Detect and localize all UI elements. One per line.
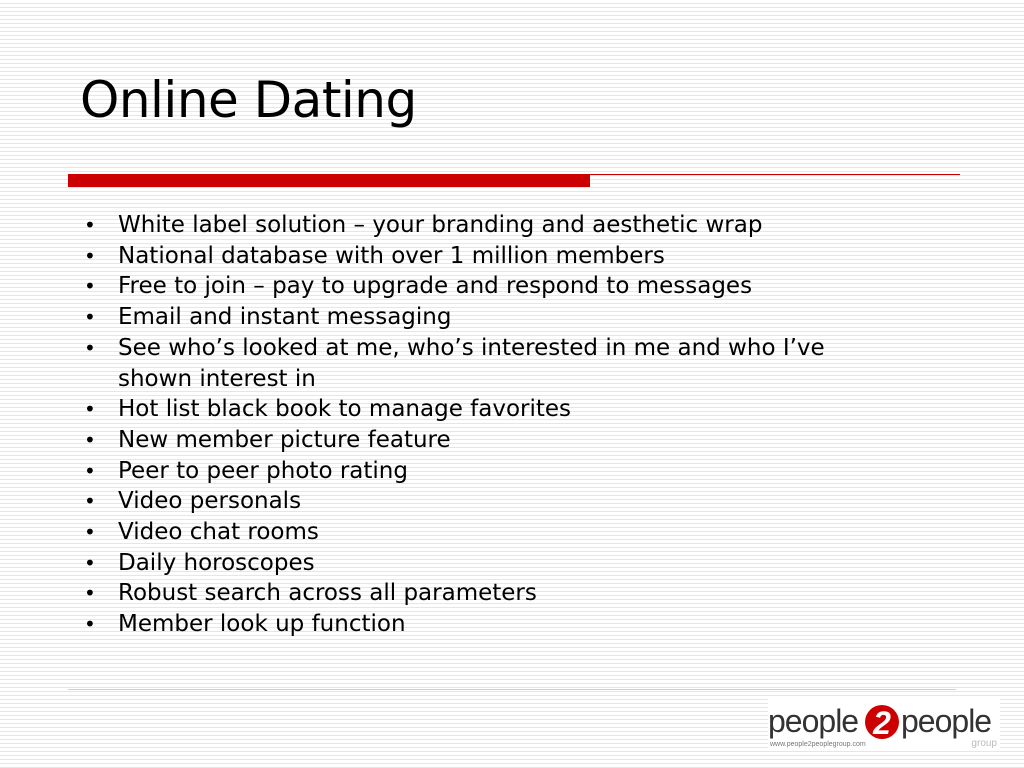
logo-word-left: people	[768, 703, 859, 739]
bullet-icon: •	[84, 305, 96, 330]
bullet-icon: •	[84, 520, 96, 545]
people2people-logo	[768, 698, 1000, 750]
bullet-item	[80, 578, 900, 609]
bullet-text: New member picture feature	[118, 426, 451, 453]
bullet-item	[80, 302, 900, 333]
bullet-icon: •	[84, 335, 96, 360]
bullet-icon: •	[84, 213, 96, 237]
bullet-text: Daily horoscopes	[118, 549, 315, 576]
title-underline-accent	[68, 174, 590, 187]
bullet-text: Hot list black book to manage favorites	[118, 396, 572, 423]
bullet-text: Video chat rooms	[118, 519, 319, 546]
title-underline-thin	[590, 174, 960, 175]
bullet-icon: •	[84, 243, 96, 268]
bullet-item	[80, 394, 900, 425]
bullet-text: See who’s looked at me, who’s interested in me and who I’ve shown interest in	[118, 334, 825, 392]
slide-title: Online Dating	[80, 71, 417, 129]
logo-numeral: 2	[873, 705, 891, 741]
bullet-item	[80, 548, 900, 579]
bullet-text: Free to join – pay to upgrade and respond to messages	[118, 273, 753, 300]
bullet-item	[80, 333, 900, 394]
bullet-text: Email and instant messaging	[118, 304, 452, 331]
bullet-item	[80, 425, 900, 456]
bullet-icon: •	[84, 274, 96, 299]
bullet-icon: •	[84, 397, 96, 422]
bullet-item	[80, 609, 900, 640]
bullet-text: National database with over 1 million members	[118, 242, 665, 269]
bullet-item	[80, 271, 900, 302]
bullet-icon: •	[84, 581, 96, 606]
bullet-item	[80, 456, 900, 487]
bullet-icon: •	[84, 550, 96, 575]
bullet-icon: •	[84, 458, 96, 483]
bullet-text: White label solution – your branding and aesthetic wrap	[118, 212, 763, 238]
logo-word-right: people	[901, 703, 992, 739]
bullet-list	[80, 210, 900, 640]
logo-subtitle: group	[971, 738, 997, 749]
bullet-text: Peer to peer photo rating	[118, 457, 408, 484]
bullet-text: Robust search across all parameters	[118, 580, 537, 607]
bullet-text: Member look up function	[118, 611, 406, 638]
bullet-item	[80, 486, 900, 517]
bullet-text: Video personals	[118, 488, 302, 515]
bullet-item	[80, 210, 900, 241]
footer-divider	[68, 689, 956, 690]
bullet-item	[80, 241, 900, 272]
bullet-icon: •	[84, 612, 96, 637]
bullet-icon: •	[84, 427, 96, 452]
bullet-item	[80, 517, 900, 548]
bullet-icon: •	[84, 489, 96, 514]
logo-url: www.people2peoplegroup.com	[770, 741, 866, 748]
